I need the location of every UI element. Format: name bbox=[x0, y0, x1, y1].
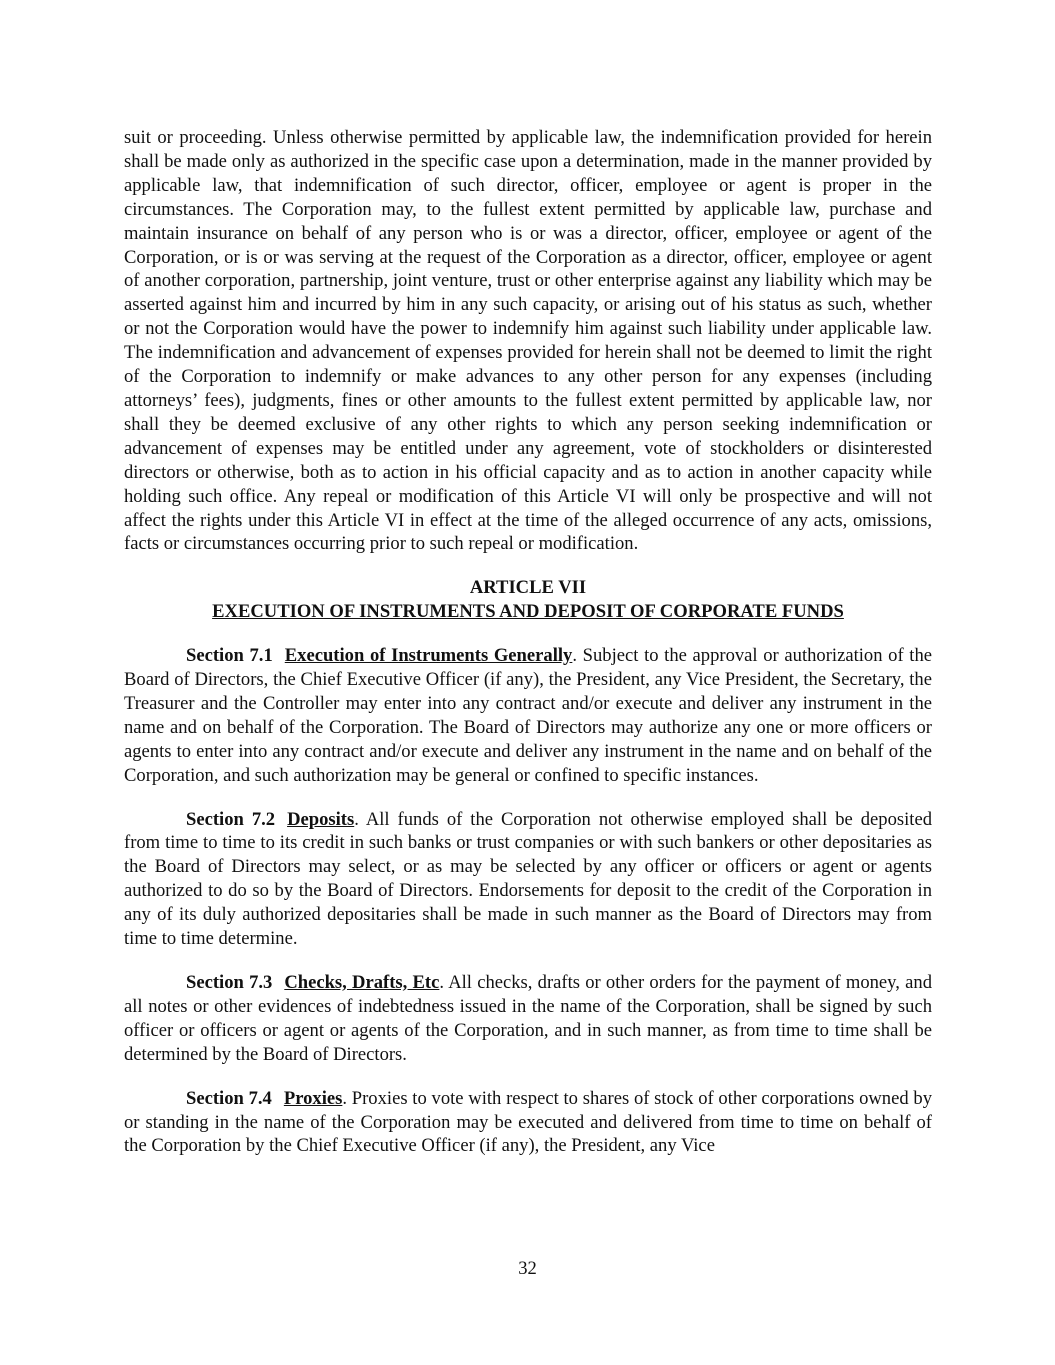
spacer bbox=[124, 556, 932, 576]
article-number: ARTICLE VII bbox=[469, 577, 587, 599]
article-title: EXECUTION OF INSTRUMENTS AND DEPOSIT OF CORPORATE FUNDS bbox=[212, 601, 844, 623]
section-title: Deposits bbox=[287, 808, 355, 830]
section-title: Checks, Drafts, Etc bbox=[284, 972, 440, 993]
page-number: 32 bbox=[518, 1258, 537, 1279]
article-title-line bbox=[124, 600, 932, 624]
section-body: . Proxies to vote with respect to shares of stock of other corporations owned by or standing in the name of the Corporation may be executed and delivered from time to time on behalf of the Corporation by the Chief Executive Officer (if any), the President, any Vice bbox=[124, 1087, 933, 1157]
section-number: Section 7.4 bbox=[186, 1087, 272, 1109]
spacer bbox=[124, 624, 932, 644]
section-7-2 bbox=[124, 808, 932, 951]
spacer bbox=[124, 788, 932, 808]
continuation-paragraph: suit or proceeding. Unless otherwise permitted by applicable law, the indemnification provided for herein shall be made only as authorized in the specific case upon a determination, made in the manner provided by applicable law, that indemnification of such director, officer, employee or agent is proper in the circumstances. The Corporation may, to the fullest extent permitted by applicable law, purchase and maintain insurance on behalf of any person who is or was a director, officer, employee or agent of the Corporation, or is or was serving at the request of the Corporation as a director, officer, employee or agent of another corporation, partnership, joint venture, trust or other enterprise against any liability which may be asserted against him and incurred by him in any such capacity, or arising out of his status as such, whether or not the Corporation would have the power to indemnify him against such liability under applicable law. The indemnification and advancement of expenses provided for herein shall not be deemed to limit the right of the Corporation to indemnify or make advances to any other person for any expenses (including attorneys’ fees), judgments, fines or other amounts to the fullest extent permitted by applicable law, nor shall they be deemed exclusive of any other rights to which any person seeking indemnification or advancement of expenses may be entitled under any agreement, vote of stockholders or disinterested directors or otherwise, both as to action in his official capacity and as to action in another capacity while holding such office. Any repeal or modification of this Article VI will only be prospective and will not affect the rights under this Article VI in effect at the time of the alleged occurrence of any acts, omissions, facts or circumstances occurring prior to such repeal or modification. bbox=[124, 127, 932, 555]
section-title: Proxies bbox=[283, 1087, 343, 1109]
section-number: Section 7.1 bbox=[186, 645, 273, 667]
section-body: . Subject to the approval or authorization of the Board of Directors, the Chief Executive Officer (if any), the President, any Vice President, the Secretary, the Treasurer and the Controller may enter into any contract and/or execute and deliver any instrument in the name and on behalf of the Corporation. The Board of Directors may authorize any one or more officers or agents to enter into any contract and/or execute and deliver any instrument in the name and on behalf of the Corporation, and such authorization may be general or confined to specific instances. bbox=[124, 645, 933, 786]
document-page bbox=[124, 126, 932, 1158]
spacer bbox=[124, 1067, 932, 1087]
section-title: Execution of Instruments Generally bbox=[284, 645, 573, 667]
section-body: . All funds of the Corporation not otherwise employed shall be deposited from time to time to its credit in such banks or trust companies or with such bankers or other depositaries as the Board of Directors may select, or as may be selected by any officer or officers or agent or agents authorized to do so by the Board of Directors. Endorsements for deposit to the credit of the Corporation in any of its duly authorized depositaries shall be made in such manner as the Board of Directors may from time to time determine. bbox=[124, 808, 932, 950]
section-body: . All checks, drafts or other orders for the payment of money, and all notes or other evidences of indebtedness issued in the name of the Corporation, shall be signed by such officer or officers or agent or agents of the Corporation, and in such manner, as from time to time shall be determined by the Board of Directors. bbox=[124, 972, 932, 1065]
spacer bbox=[124, 951, 932, 971]
section-7-3 bbox=[124, 971, 932, 1067]
section-7-1 bbox=[124, 644, 932, 787]
section-number: Section 7.3 bbox=[186, 972, 273, 993]
section-7-4 bbox=[124, 1087, 932, 1159]
section-number: Section 7.2 bbox=[186, 808, 276, 830]
